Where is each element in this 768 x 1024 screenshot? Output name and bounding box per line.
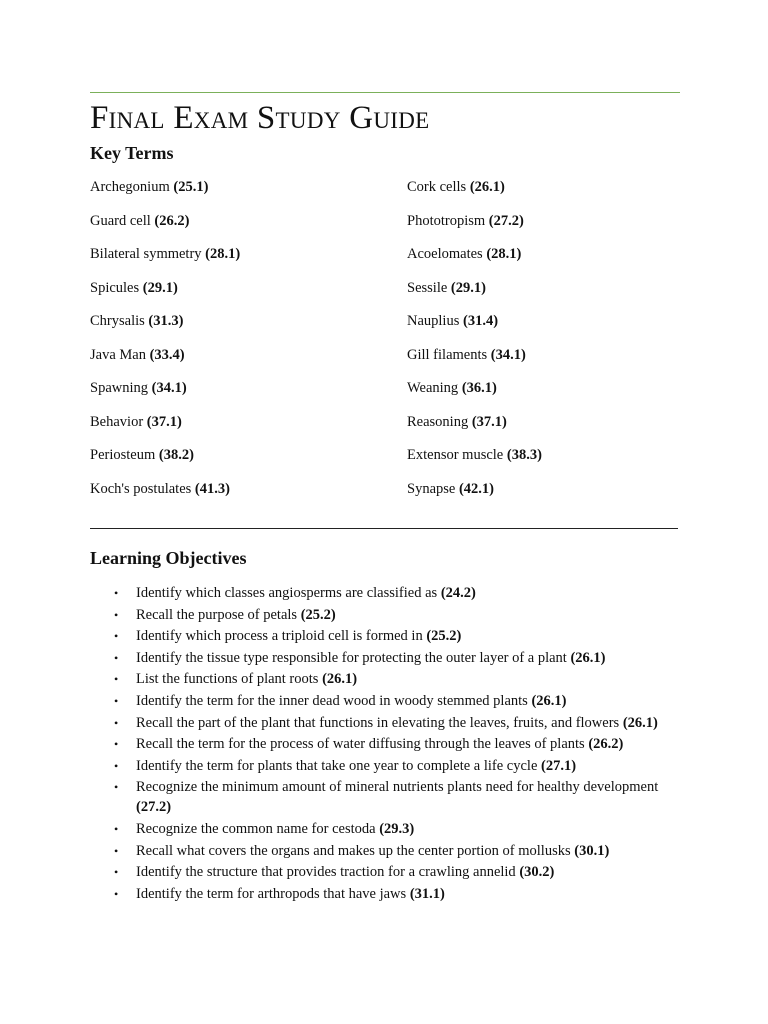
key-term-name: Java Man (90, 346, 146, 363)
bullet-icon: • (114, 737, 119, 752)
objective-text: Identify which process a triploid cell is formed in (136, 628, 423, 645)
objective-section-ref: (25.2) (426, 628, 462, 645)
key-term (407, 480, 690, 514)
key-term-name: Periosteum (90, 447, 156, 463)
objective-section-ref: (26.1) (531, 692, 567, 709)
objective-section-ref: (30.1) (574, 842, 610, 859)
key-term (90, 346, 407, 380)
key-term-section-ref: (42.1) (458, 480, 495, 497)
key-term-section-ref: (29.1) (142, 279, 178, 296)
key-term-section-ref: (26.2) (154, 212, 190, 229)
objective-section-ref: (24.2) (440, 585, 476, 601)
bullet-icon: • (114, 607, 119, 622)
list-item (90, 819, 690, 839)
key-term-section-ref: (37.1) (146, 413, 182, 430)
bullet-icon: • (114, 821, 119, 836)
key-term-name: Sessile (407, 279, 448, 296)
key-term-name: Extensor muscle (407, 447, 504, 463)
key-term-name: Bilateral symmetry (90, 246, 202, 262)
bullet-icon: • (114, 758, 119, 773)
bullet-icon: • (114, 650, 119, 665)
list-item (90, 648, 690, 668)
key-terms-grid (90, 178, 690, 513)
list-item (90, 734, 690, 754)
objective-text: Recall what covers the organs and makes up the center portion of mollusks (136, 842, 571, 859)
key-term-section-ref: (31.3) (148, 313, 184, 329)
key-term (407, 279, 690, 313)
bullet-icon: • (114, 780, 119, 795)
objective-text: Recognize the common name for cestoda (136, 820, 376, 837)
key-term-section-ref: (31.4) (462, 313, 499, 329)
key-term-name: Cork cells (407, 179, 467, 195)
key-term-name: Chrysalis (90, 313, 145, 329)
bullet-icon: • (114, 865, 119, 880)
objective-section-ref: (30.2) (519, 864, 555, 881)
key-term-name: Gill filaments (407, 346, 488, 363)
learning-objectives-list (90, 583, 690, 905)
key-term (90, 312, 407, 346)
objective-text: Recall the term for the process of water diffusing through the leaves of plants (136, 736, 585, 753)
key-term-name: Acoelomates (407, 246, 483, 262)
key-term-section-ref: (33.4) (149, 346, 185, 363)
key-term (407, 346, 690, 380)
key-term (407, 178, 690, 212)
key-term-section-ref: (37.1) (471, 413, 507, 430)
learning-objectives-heading: Learning Objectives (90, 548, 247, 568)
key-term-name: Behavior (90, 413, 144, 430)
list-item (90, 884, 690, 904)
objective-text: Identify the structure that provides traction for a crawling annelid (136, 864, 516, 881)
objective-section-ref: (26.2) (588, 736, 624, 753)
objective-text: Recall the purpose of petals (136, 606, 298, 623)
key-term-name: Spicules (90, 279, 140, 296)
list-item (90, 756, 690, 776)
key-terms-heading: Key Terms (90, 143, 174, 163)
list-item (90, 669, 690, 689)
bullet-icon: • (114, 586, 119, 600)
key-term-section-ref: (41.3) (194, 480, 230, 497)
list-item (90, 605, 690, 625)
objective-section-ref: (26.1) (622, 714, 658, 731)
objective-text: Identify the tissue type responsible for protecting the outer layer of a plant (136, 649, 567, 666)
key-term-name: Nauplius (407, 313, 460, 329)
objective-section-ref: (29.3) (379, 820, 415, 837)
key-term (90, 178, 407, 212)
key-term-section-ref: (28.1) (205, 246, 241, 262)
key-term-section-ref: (34.1) (490, 346, 526, 363)
key-term-section-ref: (25.1) (173, 179, 209, 195)
key-term (407, 212, 690, 246)
list-item (90, 626, 690, 646)
key-term-section-ref: (38.3) (506, 447, 542, 463)
list-item (90, 691, 690, 711)
key-term-name: Koch's postulates (90, 480, 192, 497)
key-term-name: Weaning (407, 380, 459, 396)
key-term (90, 245, 407, 279)
list-item (90, 713, 690, 733)
objective-text: Recall the part of the plant that functions in elevating the leaves, fruits, and flowers (136, 714, 620, 731)
key-term-section-ref: (36.1) (461, 380, 497, 396)
objective-text: Identify the term for arthropods that have jaws (136, 885, 407, 902)
objective-section-ref: (26.1) (570, 649, 606, 666)
objective-section-ref: (25.2) (300, 606, 336, 623)
key-term-name: Synapse (407, 480, 456, 497)
key-term-section-ref: (28.1) (486, 246, 522, 262)
list-item (90, 777, 690, 817)
objective-section-ref: (27.2) (136, 799, 172, 816)
list-item (90, 841, 690, 861)
list-item (90, 862, 690, 882)
key-term-name: Reasoning (407, 413, 469, 430)
key-term (90, 413, 407, 447)
bullet-icon: • (114, 843, 119, 858)
objective-section-ref: (31.1) (409, 885, 445, 902)
key-term (407, 379, 690, 413)
key-term-name: Archegonium (90, 179, 170, 195)
key-term (407, 413, 690, 447)
bullet-icon: • (114, 693, 119, 708)
key-term (90, 279, 407, 313)
objective-text: Identify which classes angiosperms are classified as (136, 585, 438, 601)
objective-text: Identify the term for the inner dead wood in woody stemmed plants (136, 692, 528, 709)
objective-section-ref: (26.1) (322, 671, 358, 688)
section-divider (90, 528, 678, 529)
key-term (407, 446, 690, 480)
bullet-icon: • (114, 886, 119, 901)
bullet-icon: • (114, 715, 119, 730)
key-term-name: Spawning (90, 380, 148, 396)
document-title: Final Exam Study Guide (90, 100, 430, 136)
key-term-name: Phototropism (407, 212, 486, 229)
list-item (90, 583, 690, 603)
key-term (90, 212, 407, 246)
objective-section-ref: (27.1) (541, 757, 577, 774)
key-term-section-ref: (29.1) (450, 279, 486, 296)
key-term-section-ref: (34.1) (151, 380, 187, 396)
bullet-icon: • (114, 629, 119, 644)
key-term-section-ref: (38.2) (158, 447, 194, 463)
key-term (407, 312, 690, 346)
objective-text: List the functions of plant roots (136, 671, 319, 688)
key-term-name: Guard cell (90, 212, 151, 229)
key-term (90, 446, 407, 480)
top-rule (90, 92, 680, 93)
key-term (90, 379, 407, 413)
bullet-icon: • (114, 672, 119, 687)
objective-text: Recognize the minimum amount of mineral nutrients plants need for healthy development (136, 779, 659, 796)
key-term-section-ref: (26.1) (469, 179, 505, 195)
key-term (90, 480, 407, 514)
key-term (407, 245, 690, 279)
objective-text: Identify the term for plants that take one year to complete a life cycle (136, 757, 538, 774)
key-term-section-ref: (27.2) (488, 212, 524, 229)
